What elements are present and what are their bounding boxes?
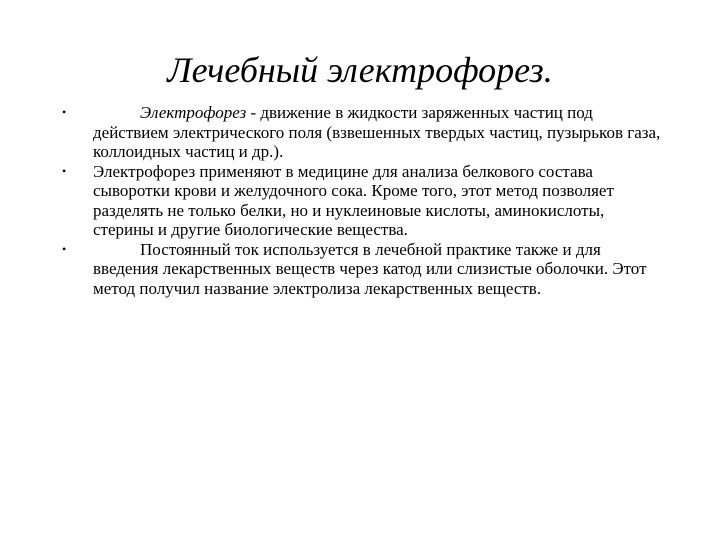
bullet-item-1 bbox=[62, 103, 663, 162]
bullet-text: Электрофорез применяют в медицине для анализа белкового состава сыворотки крови и желудочного сока. Кроме того, этот метод позволяет разделять не только белки, но и нуклеиновые кислоты, аминокислоты, стерины и другие биологические вещества. bbox=[93, 161, 614, 239]
bullet-list bbox=[62, 103, 663, 298]
bullet-term: Электрофорез bbox=[140, 103, 247, 122]
bullet-text: - движение в жидкости заряженных частиц под действием электрического поля (взвешенных твердых частиц, пузырьков газа, коллоидных частиц и др.). bbox=[93, 103, 661, 161]
bullet-dot-icon: • bbox=[62, 105, 67, 119]
bullet-dot-icon: • bbox=[62, 241, 67, 256]
bullet-dot-icon: • bbox=[62, 163, 67, 178]
bullet-item-2 bbox=[62, 161, 663, 240]
slide-title: Лечебный электрофорез. bbox=[167, 50, 553, 90]
bullet-text: Постоянный ток используется в лечебной практике также и для введения лекарственных веществ через катод или слизистые оболочки. Этот метод получил название электролиза лекарственных веществ. bbox=[93, 239, 647, 298]
bullet-item-3 bbox=[62, 239, 663, 299]
